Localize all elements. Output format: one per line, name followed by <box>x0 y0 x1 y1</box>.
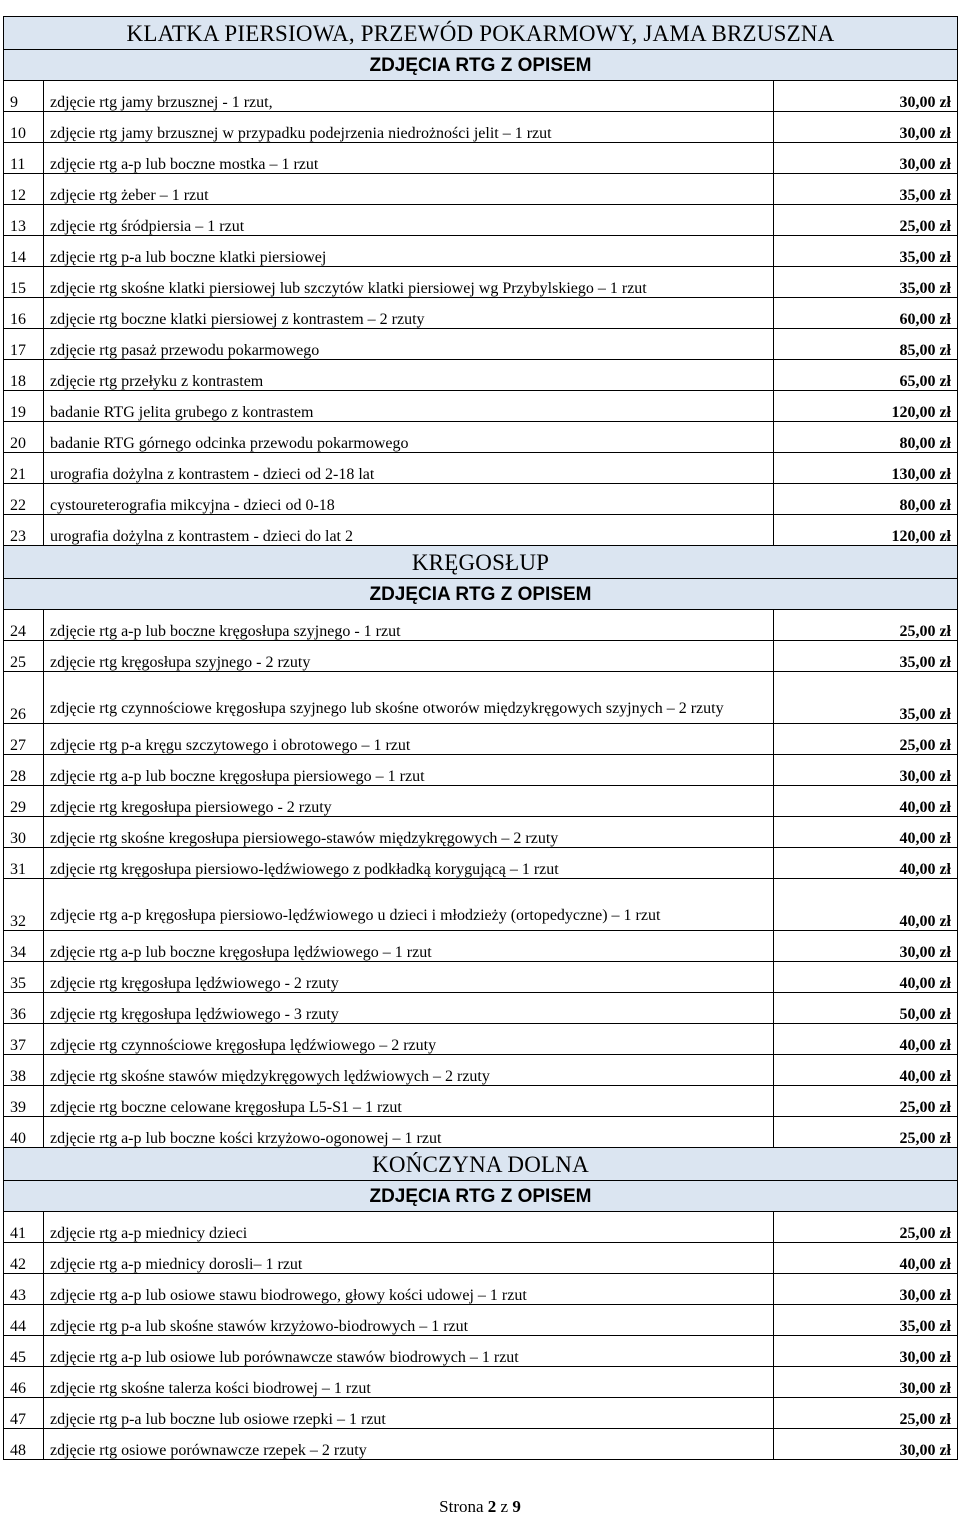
footer-middle: z <box>496 1497 513 1516</box>
row-number: 20 <box>4 422 44 453</box>
row-description: zdjęcie rtg przełyku z kontrastem <box>44 360 774 391</box>
row-number: 34 <box>4 931 44 962</box>
row-description: zdjęcie rtg jamy brzusznej - 1 rzut, <box>44 81 774 112</box>
section-subtitle: ZDJĘCIA RTG Z OPISEM <box>4 50 958 81</box>
row-number: 41 <box>4 1212 44 1243</box>
row-description: zdjęcie rtg a-p lub boczne kręgosłupa piersiowego – 1 rzut <box>44 755 774 786</box>
table-row <box>4 1055 958 1086</box>
row-description: zdjęcie rtg p-a lub skośne stawów krzyżowo-biodrowych – 1 rzut <box>44 1305 774 1336</box>
row-price: 120,00 zł <box>774 515 958 546</box>
row-description: zdjęcie rtg śródpiersia – 1 rzut <box>44 205 774 236</box>
table-row <box>4 724 958 755</box>
row-number: 14 <box>4 236 44 267</box>
row-number: 18 <box>4 360 44 391</box>
table-row <box>4 112 958 143</box>
row-number: 11 <box>4 143 44 174</box>
row-number: 26 <box>4 672 44 724</box>
table-row <box>4 993 958 1024</box>
table-row <box>4 360 958 391</box>
row-number: 15 <box>4 267 44 298</box>
row-number: 23 <box>4 515 44 546</box>
row-price: 30,00 zł <box>774 81 958 112</box>
row-number: 22 <box>4 484 44 515</box>
row-price: 25,00 zł <box>774 1086 958 1117</box>
row-price: 30,00 zł <box>774 1336 958 1367</box>
table-row <box>4 1305 958 1336</box>
row-price: 30,00 zł <box>774 143 958 174</box>
row-number: 47 <box>4 1398 44 1429</box>
row-number: 24 <box>4 610 44 641</box>
row-number: 32 <box>4 879 44 931</box>
row-description: zdjęcie rtg skośne klatki piersiowej lub szczytów klatki piersiowej wg Przybylskiego – 1 rzut <box>44 267 774 298</box>
table-row <box>4 879 958 931</box>
table-row <box>4 391 958 422</box>
row-price: 25,00 zł <box>774 610 958 641</box>
row-number: 10 <box>4 112 44 143</box>
table-row <box>4 848 958 879</box>
price-list <box>3 16 958 1460</box>
table-row <box>4 484 958 515</box>
table-row <box>4 236 958 267</box>
row-number: 46 <box>4 1367 44 1398</box>
table-row <box>4 1243 958 1274</box>
row-price: 80,00 zł <box>774 484 958 515</box>
row-number: 30 <box>4 817 44 848</box>
row-description: zdjęcie rtg a-p lub boczne kości krzyżowo-ogonowej – 1 rzut <box>44 1117 774 1148</box>
row-number: 9 <box>4 81 44 112</box>
row-price: 40,00 zł <box>774 1243 958 1274</box>
row-price: 30,00 zł <box>774 112 958 143</box>
row-number: 44 <box>4 1305 44 1336</box>
row-price: 25,00 zł <box>774 1117 958 1148</box>
row-number: 37 <box>4 1024 44 1055</box>
row-price: 40,00 zł <box>774 848 958 879</box>
section-subtitle-row <box>4 579 958 610</box>
row-number: 13 <box>4 205 44 236</box>
row-price: 35,00 zł <box>774 641 958 672</box>
row-description: zdjęcie rtg a-p kręgosłupa piersiowo-lędźwiowego u dzieci i młodzieży (ortopedyczne) – 1 rzut <box>44 879 774 931</box>
row-price: 25,00 zł <box>774 1212 958 1243</box>
row-number: 31 <box>4 848 44 879</box>
row-description: zdjęcie rtg p-a lub boczne klatki piersiowej <box>44 236 774 267</box>
row-description: zdjęcie rtg p-a lub boczne lub osiowe rzepki – 1 rzut <box>44 1398 774 1429</box>
table-row <box>4 1212 958 1243</box>
row-description: zdjęcie rtg a-p lub osiowe lub porównawcze stawów biodrowych – 1 rzut <box>44 1336 774 1367</box>
table-row <box>4 1117 958 1148</box>
table-row <box>4 205 958 236</box>
row-description: zdjęcie rtg a-p miednicy dzieci <box>44 1212 774 1243</box>
table-row <box>4 298 958 329</box>
table-row <box>4 143 958 174</box>
table-row <box>4 174 958 205</box>
row-description: zdjęcie rtg kręgosłupa piersiowo-lędźwiowego z podkładką korygującą – 1 rzut <box>44 848 774 879</box>
row-price: 30,00 zł <box>774 1429 958 1460</box>
footer-prefix: Strona <box>439 1497 488 1516</box>
table-row <box>4 786 958 817</box>
section-title: KLATKA PIERSIOWA, PRZEWÓD POKARMOWY, JAMA BRZUSZNA <box>4 17 958 50</box>
row-price: 35,00 zł <box>774 1305 958 1336</box>
row-description: cystoureterografia mikcyjna - dzieci od 0-18 <box>44 484 774 515</box>
table-row <box>4 962 958 993</box>
row-description: zdjęcie rtg kręgosłupa lędźwiowego - 3 rzuty <box>44 993 774 1024</box>
row-price: 25,00 zł <box>774 724 958 755</box>
footer-page-total: 9 <box>512 1497 521 1516</box>
price-table <box>3 16 958 1460</box>
row-number: 39 <box>4 1086 44 1117</box>
row-number: 29 <box>4 786 44 817</box>
row-number: 36 <box>4 993 44 1024</box>
table-row <box>4 610 958 641</box>
row-number: 25 <box>4 641 44 672</box>
row-description: badanie RTG górnego odcinka przewodu pokarmowego <box>44 422 774 453</box>
row-price: 30,00 zł <box>774 1367 958 1398</box>
table-row <box>4 1398 958 1429</box>
row-description: zdjęcie rtg osiowe porównawcze rzepek – 2 rzuty <box>44 1429 774 1460</box>
row-number: 43 <box>4 1274 44 1305</box>
row-number: 27 <box>4 724 44 755</box>
row-description: zdjęcie rtg a-p lub osiowe stawu biodrowego, głowy kości udowej – 1 rzut <box>44 1274 774 1305</box>
table-row <box>4 422 958 453</box>
row-description: zdjęcie rtg kregosłupa piersiowego - 2 rzuty <box>44 786 774 817</box>
table-row <box>4 641 958 672</box>
row-price: 120,00 zł <box>774 391 958 422</box>
row-price: 30,00 zł <box>774 931 958 962</box>
section-title-row <box>4 546 958 579</box>
row-price: 35,00 zł <box>774 672 958 724</box>
row-number: 21 <box>4 453 44 484</box>
table-row <box>4 453 958 484</box>
row-description: zdjęcie rtg skośne stawów międzykręgowych lędźwiowych – 2 rzuty <box>44 1055 774 1086</box>
table-row <box>4 267 958 298</box>
section-subtitle: ZDJĘCIA RTG Z OPISEM <box>4 579 958 610</box>
row-number: 45 <box>4 1336 44 1367</box>
table-row <box>4 515 958 546</box>
row-price: 130,00 zł <box>774 453 958 484</box>
table-row <box>4 1086 958 1117</box>
row-price: 25,00 zł <box>774 205 958 236</box>
row-description: zdjęcie rtg czynnościowe kręgosłupa szyjnego lub skośne otworów międzykręgowych szyjnych – 2 rzuty <box>44 672 774 724</box>
row-price: 40,00 zł <box>774 786 958 817</box>
row-price: 80,00 zł <box>774 422 958 453</box>
row-price: 30,00 zł <box>774 1274 958 1305</box>
row-description: zdjęcie rtg żeber – 1 rzut <box>44 174 774 205</box>
row-description: urografia dożylna z kontrastem - dzieci od 2-18 lat <box>44 453 774 484</box>
section-title-row <box>4 17 958 50</box>
table-row <box>4 1024 958 1055</box>
row-number: 48 <box>4 1429 44 1460</box>
table-row <box>4 1336 958 1367</box>
table-row <box>4 329 958 360</box>
footer-page-number: 2 <box>487 1497 497 1516</box>
row-price: 25,00 zł <box>774 1398 958 1429</box>
row-description: urografia dożylna z kontrastem - dzieci do lat 2 <box>44 515 774 546</box>
row-description: zdjęcie rtg jamy brzusznej w przypadku podejrzenia niedrożności jelit – 1 rzut <box>44 112 774 143</box>
row-description: zdjęcie rtg a-p miednicy dorosli– 1 rzut <box>44 1243 774 1274</box>
section-title-row <box>4 1148 958 1181</box>
row-price: 40,00 zł <box>774 962 958 993</box>
row-description: zdjęcie rtg a-p lub boczne kręgosłupa lędźwiowego – 1 rzut <box>44 931 774 962</box>
row-description: zdjęcie rtg boczne klatki piersiowej z kontrastem – 2 rzuty <box>44 298 774 329</box>
table-row <box>4 931 958 962</box>
table-row <box>4 755 958 786</box>
table-row <box>4 817 958 848</box>
row-number: 38 <box>4 1055 44 1086</box>
row-price: 40,00 zł <box>774 879 958 931</box>
row-number: 40 <box>4 1117 44 1148</box>
row-number: 42 <box>4 1243 44 1274</box>
table-row <box>4 1429 958 1460</box>
row-description: zdjęcie rtg kręgosłupa szyjnego - 2 rzuty <box>44 641 774 672</box>
section-title: KRĘGOSŁUP <box>4 546 958 579</box>
row-price: 65,00 zł <box>774 360 958 391</box>
row-price: 35,00 zł <box>774 236 958 267</box>
row-description: zdjęcie rtg pasaż przewodu pokarmowego <box>44 329 774 360</box>
row-description: zdjęcie rtg boczne celowane kręgosłupa L5-S1 – 1 rzut <box>44 1086 774 1117</box>
row-price: 85,00 zł <box>774 329 958 360</box>
section-subtitle: ZDJĘCIA RTG Z OPISEM <box>4 1181 958 1212</box>
row-price: 50,00 zł <box>774 993 958 1024</box>
row-price: 30,00 zł <box>774 755 958 786</box>
table-row <box>4 1367 958 1398</box>
page-footer <box>0 1497 960 1517</box>
row-price: 35,00 zł <box>774 174 958 205</box>
section-subtitle-row <box>4 1181 958 1212</box>
row-description: zdjęcie rtg a-p lub boczne kręgosłupa szyjnego - 1 rzut <box>44 610 774 641</box>
row-description: zdjęcie rtg a-p lub boczne mostka – 1 rzut <box>44 143 774 174</box>
row-number: 17 <box>4 329 44 360</box>
section-subtitle-row <box>4 50 958 81</box>
row-number: 16 <box>4 298 44 329</box>
row-number: 28 <box>4 755 44 786</box>
row-number: 35 <box>4 962 44 993</box>
row-description: zdjęcie rtg skośne kregosłupa piersiowego-stawów międzykręgowych – 2 rzuty <box>44 817 774 848</box>
row-price: 40,00 zł <box>774 817 958 848</box>
row-price: 40,00 zł <box>774 1024 958 1055</box>
row-description: zdjęcie rtg czynnościowe kręgosłupa lędźwiowego – 2 rzuty <box>44 1024 774 1055</box>
row-description: badanie RTG jelita grubego z kontrastem <box>44 391 774 422</box>
row-price: 40,00 zł <box>774 1055 958 1086</box>
row-description: zdjęcie rtg p-a kręgu szczytowego i obrotowego – 1 rzut <box>44 724 774 755</box>
section-title: KOŃCZYNA DOLNA <box>4 1148 958 1181</box>
row-number: 12 <box>4 174 44 205</box>
table-row <box>4 672 958 724</box>
row-price: 35,00 zł <box>774 267 958 298</box>
row-description: zdjęcie rtg skośne talerza kości biodrowej – 1 rzut <box>44 1367 774 1398</box>
row-description: zdjęcie rtg kręgosłupa lędźwiowego - 2 rzuty <box>44 962 774 993</box>
row-number: 19 <box>4 391 44 422</box>
table-row <box>4 1274 958 1305</box>
row-price: 60,00 zł <box>774 298 958 329</box>
table-row <box>4 81 958 112</box>
